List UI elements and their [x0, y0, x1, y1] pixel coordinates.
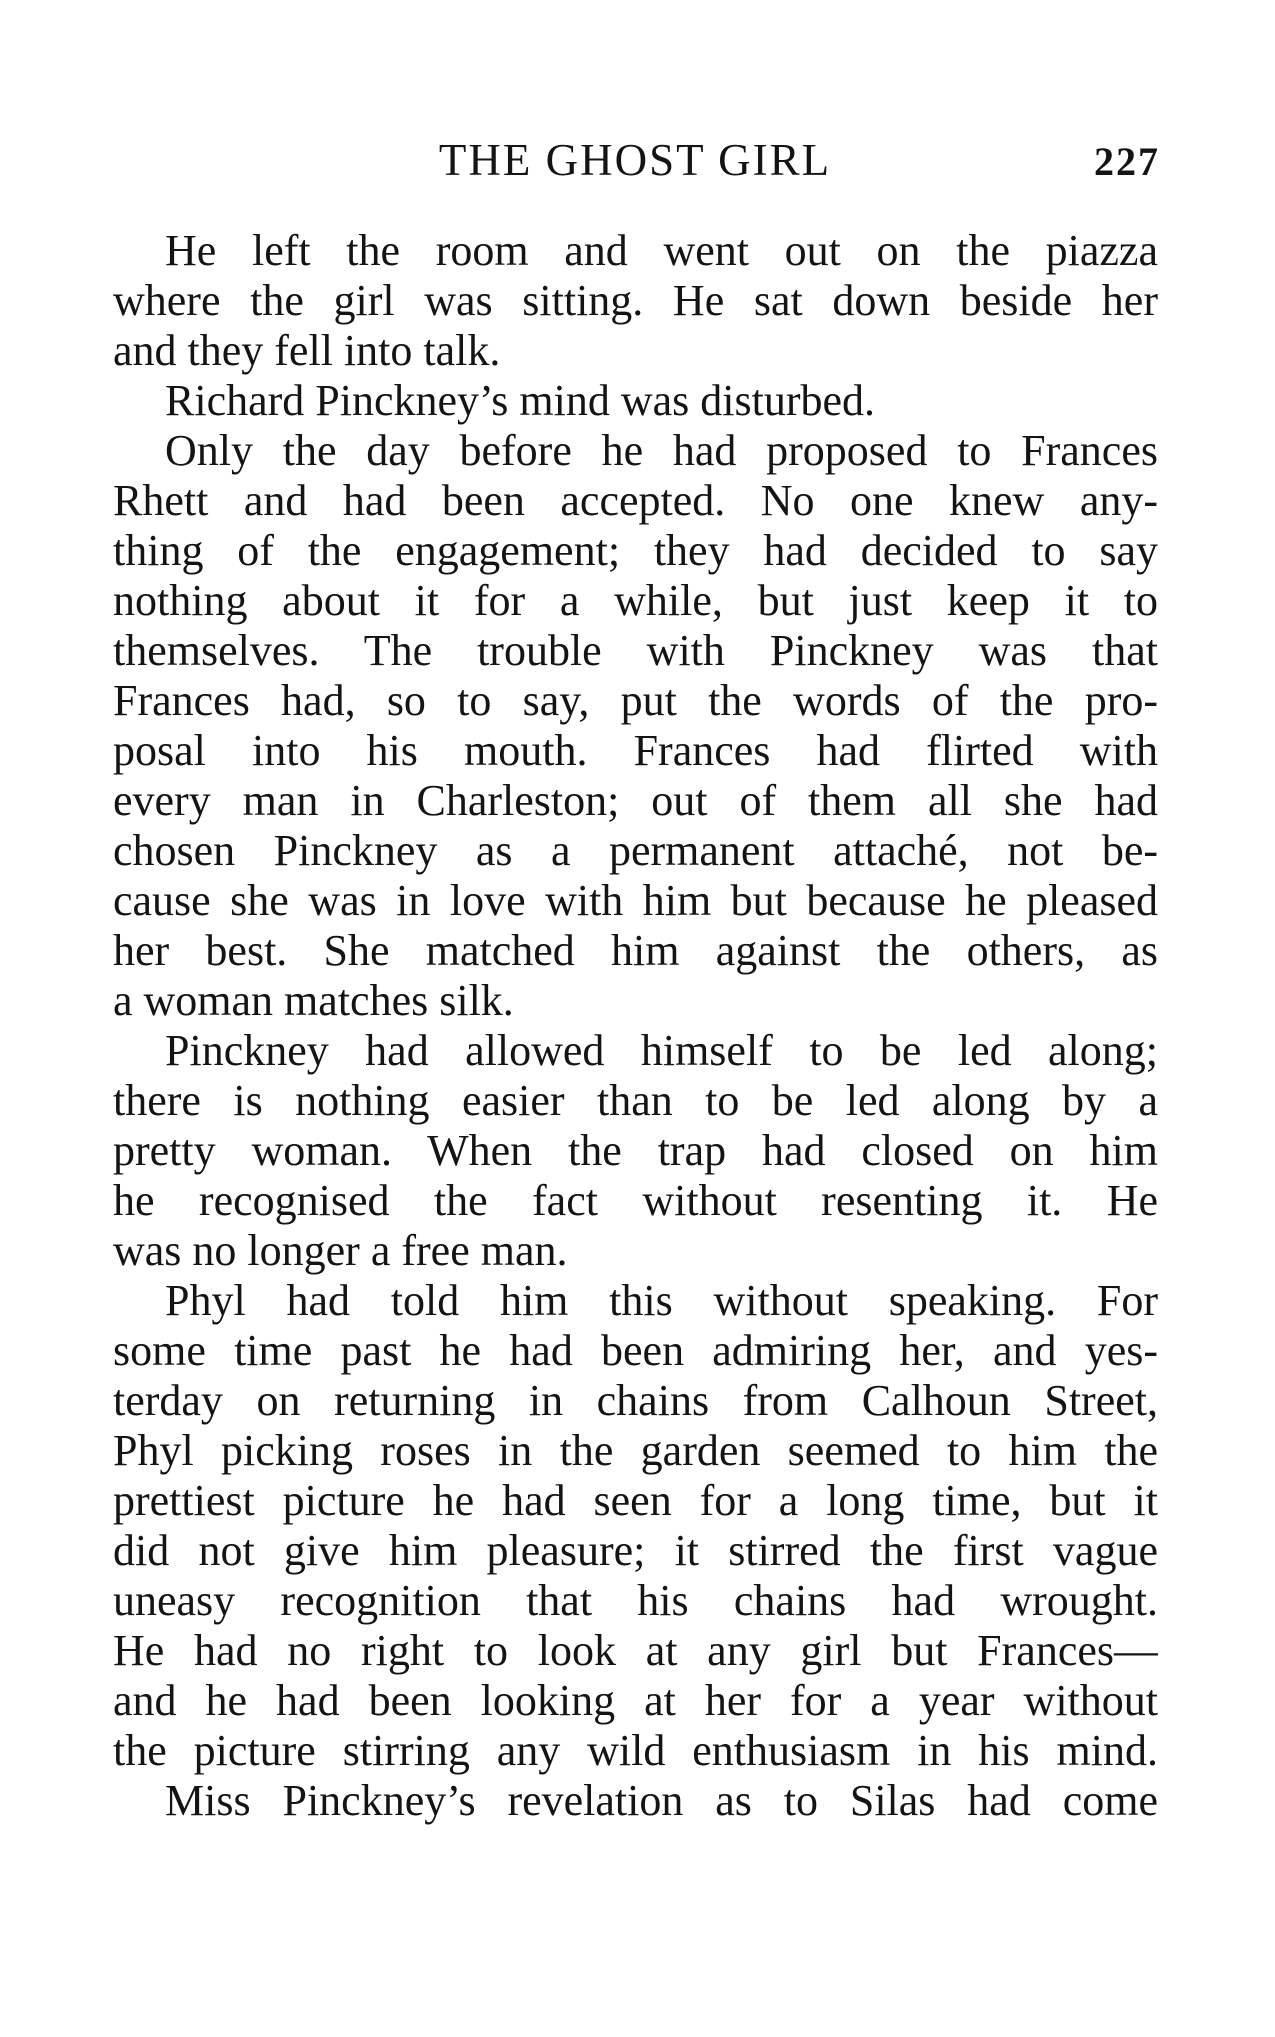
text-line: Rhett and had been accepted. No one knew any-	[113, 476, 1158, 525]
text-line: posal into his mouth. Frances had flirted with	[113, 726, 1158, 775]
text-line: there is nothing easier than to be led along by a	[113, 1076, 1158, 1125]
body-text	[113, 226, 1158, 1826]
text-line: and they fell into talk.	[113, 326, 501, 375]
text-line: Frances had, so to say, put the words of the pro-	[113, 676, 1158, 725]
text-line: her best. She matched him against the others, as	[113, 926, 1158, 975]
text-line: Only the day before he had proposed to Frances	[165, 426, 1158, 475]
text-line: terday on returning in chains from Calhoun Street,	[113, 1376, 1158, 1425]
text-line: He had no right to look at any girl but Frances—	[113, 1626, 1158, 1675]
page-number: 227	[1094, 139, 1160, 184]
text-line: Pinckney had allowed himself to be led along;	[165, 1026, 1158, 1075]
text-line: uneasy recognition that his chains had wrought.	[113, 1576, 1158, 1625]
text-line: where the girl was sitting. He sat down beside her	[113, 276, 1158, 325]
text-line: pretty woman. When the trap had closed on him	[113, 1126, 1158, 1175]
text-line: chosen Pinckney as a permanent attaché, not be-	[113, 826, 1158, 875]
text-line: Miss Pinckney’s revelation as to Silas had come	[165, 1776, 1158, 1825]
text-line: did not give him pleasure; it stirred the first vague	[113, 1526, 1158, 1575]
text-line: prettiest picture he had seen for a long time, but it	[113, 1476, 1158, 1525]
text-line: some time past he had been admiring her, and yes-	[113, 1326, 1158, 1375]
text-line: He left the room and went out on the piazza	[165, 226, 1158, 275]
text-line: he recognised the fact without resenting it. He	[113, 1176, 1158, 1225]
text-line: cause she was in love with him but because he pleased	[113, 876, 1158, 925]
text-line: the picture stirring any wild enthusiasm in his mind.	[113, 1726, 1158, 1775]
text-line: Phyl picking roses in the garden seemed to him the	[113, 1426, 1158, 1475]
text-line: every man in Charleston; out of them all she had	[113, 776, 1158, 825]
running-head	[110, 130, 1160, 190]
text-line: thing of the engagement; they had decided to say	[113, 526, 1158, 575]
text-line: nothing about it for a while, but just keep it to	[113, 576, 1158, 625]
text-line: Phyl had told him this without speaking. For	[165, 1276, 1158, 1325]
text-line: themselves. The trouble with Pinckney was that	[113, 626, 1158, 675]
text-line: was no longer a free man.	[113, 1226, 568, 1275]
text-line: a woman matches silk.	[113, 976, 514, 1025]
running-title: THE GHOST GIRL	[438, 135, 832, 185]
text-line: Richard Pinckney’s mind was disturbed.	[165, 376, 876, 425]
text-line: and he had been looking at her for a year without	[113, 1676, 1158, 1725]
